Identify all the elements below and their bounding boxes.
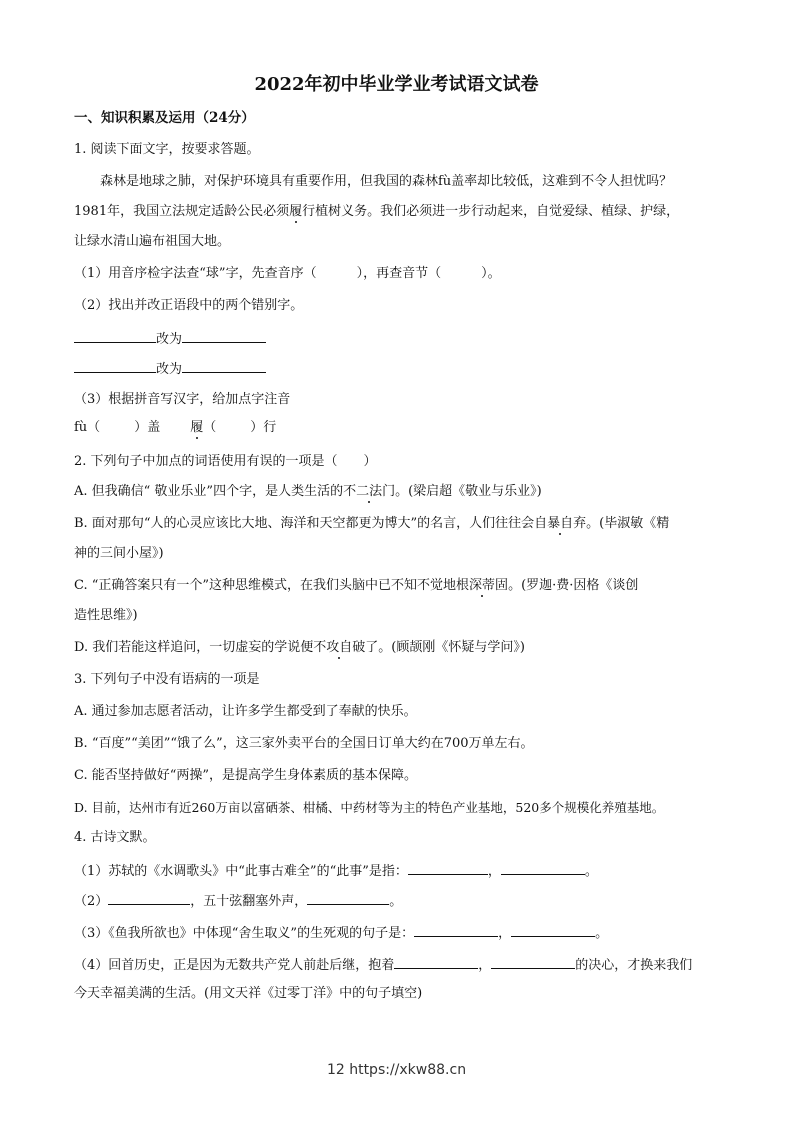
q3-stem: 3. 下列句子中没有语病的一项是 xyxy=(74,672,260,687)
answer-blank[interactable] xyxy=(414,922,498,937)
answer-blank[interactable] xyxy=(182,328,266,343)
q3-option-d: D. 目前，达州市有近260万亩以富硒茶、柑橘、中药材等为主的特色产业基地，520多个规模化养殖基地。 xyxy=(74,800,665,815)
q3-option-c: C. 能否坚持做好“两操”，是提高学生身体素质的基本保障。 xyxy=(74,768,418,783)
q1-passage-line-2: 1981年，我国立法规定适龄公民必须履行植树义务。我们必须进一步行动起来，自觉爱绿、植绿、护绿， xyxy=(74,204,680,219)
q2-option-a: A. 但我确信“ 敬业乐业”四个字，是人类生活的不二法门。(梁启超《敬业与乐业》) xyxy=(74,484,542,499)
q1-sub3-answers: fù（ ）盖 履（ ）行 xyxy=(74,420,277,435)
q1-stem: 1. 阅读下面文字，按要求答题。 xyxy=(74,142,260,157)
q2-option-d: D. 我们若能这样追问，一切虚妄的学说便不攻自破了。(顾颉刚《怀疑与学问》) xyxy=(74,640,525,655)
answer-blank[interactable] xyxy=(501,860,585,875)
q1-sub1: （1）用音序检字法查“球”字，先查音序（ ），再查音节（ ）。 xyxy=(74,266,501,281)
q4-sub1: （1）苏轼的《水调歌头》中“此事古难全”的“此事”是指： ， 。 xyxy=(74,860,598,882)
q1-passage-line-3: 让绿水清山遍布祖国大地。 xyxy=(74,234,231,249)
answer-blank[interactable] xyxy=(511,922,595,937)
q1-passage-line-1: 森林是地球之肺，对保护环境具有重要作用，但我国的森林fù盖率却比较低，这难到不令人担忧吗？ xyxy=(100,174,673,189)
answer-blank[interactable] xyxy=(74,328,156,343)
q3-option-b: B. “百度”“美团”“饿了么”，这三家外卖平台的全国日订单大约在700万单左右。 xyxy=(74,736,534,751)
q4-sub3: （3）《鱼我所欲也》中体现“舍生取义”的生死观的句子是： ， 。 xyxy=(74,922,608,944)
answer-blank[interactable] xyxy=(408,860,488,875)
answer-blank[interactable] xyxy=(74,358,156,373)
q3-option-a: A. 通过参加志愿者活动，让许多学生都受到了奉献的快乐。 xyxy=(74,704,417,719)
answer-blank[interactable] xyxy=(394,954,478,969)
q1-correction-row-1: 改为 xyxy=(74,328,266,350)
dotted-phrase: 不二法门 xyxy=(343,484,396,499)
dotted-phrase: 不攻自破 xyxy=(313,640,366,655)
q2-option-c-cont: 造性思维》) xyxy=(74,608,138,623)
q4-sub4-cont: 今天幸福美满的生活。(用文天祥《过零丁洋》中的句子填空) xyxy=(74,986,423,1001)
q4-stem: 4. 古诗文默。 xyxy=(74,830,156,845)
dotted-phrase: 根深蒂固 xyxy=(456,578,509,593)
dotted-phrase: 自暴自弃 xyxy=(534,516,587,531)
q4-sub2: （2） ，五十弦翻塞外声， 。 xyxy=(74,890,402,912)
page-title: 2022年初中毕业学业考试语文试卷 xyxy=(254,74,539,95)
page-footer: 12 https://xkw88.cn xyxy=(326,1062,467,1078)
answer-blank[interactable] xyxy=(491,954,575,969)
q2-stem: 2. 下列句子中加点的词语使用有误的一项是（ ） xyxy=(74,454,377,469)
dotted-char: 履 xyxy=(289,204,303,219)
q1-correction-row-2: 改为 xyxy=(74,358,266,380)
section-heading: 一、知识积累及运用（24分） xyxy=(74,110,255,126)
answer-blank[interactable] xyxy=(182,358,266,373)
q2-option-b: B. 面对那句“人的心灵应该比大地、海洋和天空都更为博大”的名言，人们往往会自暴自弃。(毕淑敏《精 xyxy=(74,516,670,531)
answer-blank[interactable] xyxy=(307,890,389,905)
q4-sub4: （4）回首历史，正是因为无数共产党人前赴后继，抱着 ， 的决心，才换来我们 xyxy=(74,954,692,976)
q2-option-b-cont: 神的三间小屋》) xyxy=(74,546,164,561)
q1-sub3: （3）根据拼音写汉字，给加点字注音 xyxy=(74,392,291,407)
dotted-char: 履 xyxy=(190,420,204,435)
answer-blank[interactable] xyxy=(108,890,190,905)
q2-option-c: C. “正确答案只有一个”这种思维模式，在我们头脑中已不知不觉地根深蒂固。(罗迦·费·因格《谈创 xyxy=(74,578,639,593)
q1-sub2: （2）找出并改正语段中的两个错别字。 xyxy=(74,298,304,313)
